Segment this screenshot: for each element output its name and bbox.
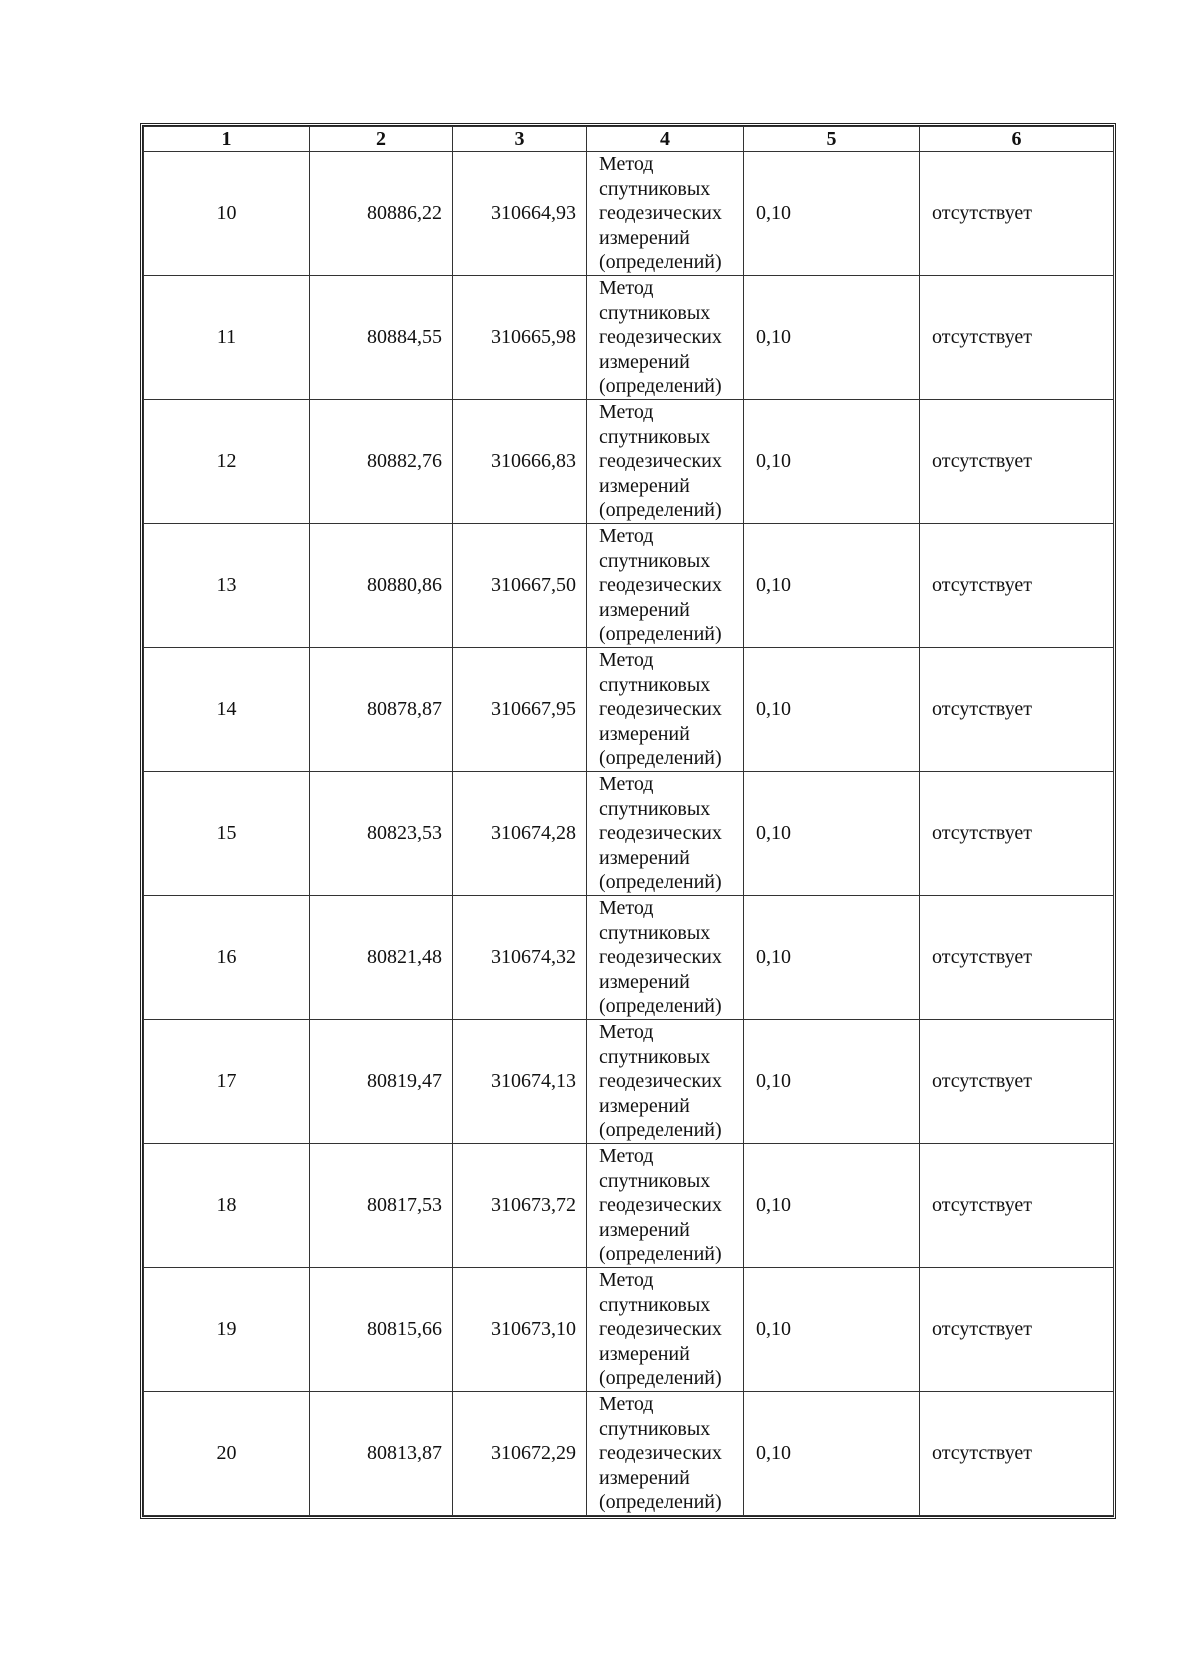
method-text-line: (определений) (599, 1119, 722, 1142)
table-row (144, 896, 1114, 1020)
coordinate-y-cell: 310667,50 (453, 524, 587, 648)
method-cell (587, 648, 744, 772)
method-text-line: (определений) (599, 251, 722, 274)
header-col-3: 3 (453, 127, 587, 152)
method-text-line: спутниковых (599, 1417, 711, 1440)
method-text-line: геодезических (599, 450, 722, 473)
header-col-4: 4 (587, 127, 744, 152)
description-cell: отсутствует (920, 648, 1114, 772)
coordinate-x-cell: 80882,76 (310, 400, 453, 524)
table-row (144, 1268, 1114, 1392)
coordinate-x-cell: 80823,53 (310, 772, 453, 896)
method-text-line: Метод (599, 649, 654, 672)
point-number-cell: 18 (144, 1144, 310, 1268)
method-text-line: Метод (599, 1021, 654, 1044)
method-cell (587, 400, 744, 524)
point-number-cell: 20 (144, 1392, 310, 1516)
description-cell: отсутствует (920, 524, 1114, 648)
method-text-line: (определений) (599, 1491, 722, 1514)
method-text-line: измерений (599, 1094, 690, 1117)
accuracy-cell: 0,10 (744, 772, 920, 896)
description-cell: отсутствует (920, 1020, 1114, 1144)
description-cell: отсутствует (920, 1144, 1114, 1268)
coordinate-y-cell: 310673,10 (453, 1268, 587, 1392)
accuracy-cell: 0,10 (744, 1020, 920, 1144)
method-text-line: геодезических (599, 1194, 722, 1217)
method-text-line: спутниковых (599, 1293, 711, 1316)
coordinate-x-cell: 80880,86 (310, 524, 453, 648)
coordinate-y-cell: 310666,83 (453, 400, 587, 524)
point-number-cell: 15 (144, 772, 310, 896)
coordinate-x-cell: 80886,22 (310, 152, 453, 276)
method-text-line: спутниковых (599, 301, 711, 324)
method-text-line: геодезических (599, 1442, 722, 1465)
table-row (144, 524, 1114, 648)
point-number-cell: 14 (144, 648, 310, 772)
coordinate-y-cell: 310665,98 (453, 276, 587, 400)
description-cell: отсутствует (920, 772, 1114, 896)
method-text-line: геодезических (599, 202, 722, 225)
method-cell (587, 896, 744, 1020)
table-row (144, 276, 1114, 400)
method-text-line: (определений) (599, 1367, 722, 1390)
method-text-line: Метод (599, 1145, 654, 1168)
method-text-line: спутниковых (599, 1045, 711, 1068)
method-text-line: (определений) (599, 871, 722, 894)
method-text-line: (определений) (599, 995, 722, 1018)
coordinates-table-frame (140, 123, 1116, 1519)
table-row (144, 1020, 1114, 1144)
method-cell (587, 1020, 744, 1144)
method-text-line: измерений (599, 1466, 690, 1489)
accuracy-cell: 0,10 (744, 152, 920, 276)
accuracy-cell: 0,10 (744, 896, 920, 1020)
method-text-line: (определений) (599, 375, 722, 398)
method-text-line: Метод (599, 401, 654, 424)
point-number-cell: 19 (144, 1268, 310, 1392)
method-cell (587, 1392, 744, 1516)
accuracy-cell: 0,10 (744, 400, 920, 524)
accuracy-cell: 0,10 (744, 1392, 920, 1516)
method-text-line: Метод (599, 773, 654, 796)
method-text-line: измерений (599, 1218, 690, 1241)
table-row (144, 1144, 1114, 1268)
table-row (144, 400, 1114, 524)
method-text-line: (определений) (599, 623, 722, 646)
coordinate-y-cell: 310674,13 (453, 1020, 587, 1144)
coordinate-y-cell: 310674,32 (453, 896, 587, 1020)
method-text-line: геодезических (599, 698, 722, 721)
header-col-1: 1 (144, 127, 310, 152)
method-text-line: спутниковых (599, 797, 711, 820)
coordinate-x-cell: 80821,48 (310, 896, 453, 1020)
table-row (144, 1392, 1114, 1516)
table-row (144, 772, 1114, 896)
method-text-line: измерений (599, 722, 690, 745)
method-text-line: геодезических (599, 326, 722, 349)
header-col-5: 5 (744, 127, 920, 152)
method-text-line: Метод (599, 277, 654, 300)
method-text-line: спутниковых (599, 1169, 711, 1192)
method-text-line: измерений (599, 970, 690, 993)
method-text-line: измерений (599, 474, 690, 497)
method-cell (587, 152, 744, 276)
coordinate-y-cell: 310673,72 (453, 1144, 587, 1268)
coordinate-y-cell: 310674,28 (453, 772, 587, 896)
coordinate-x-cell: 80813,87 (310, 1392, 453, 1516)
coordinate-x-cell: 80815,66 (310, 1268, 453, 1392)
coordinate-y-cell: 310667,95 (453, 648, 587, 772)
method-text-line: геодезических (599, 822, 722, 845)
description-cell: отсутствует (920, 896, 1114, 1020)
method-text-line: измерений (599, 846, 690, 869)
method-cell (587, 772, 744, 896)
description-cell: отсутствует (920, 1392, 1114, 1516)
method-cell (587, 524, 744, 648)
table-row (144, 152, 1114, 276)
method-text-line: геодезических (599, 1318, 722, 1341)
method-text-line: спутниковых (599, 177, 711, 200)
coordinate-y-cell: 310664,93 (453, 152, 587, 276)
method-text-line: геодезических (599, 1070, 722, 1093)
point-number-cell: 11 (144, 276, 310, 400)
description-cell: отсутствует (920, 1268, 1114, 1392)
description-cell: отсутствует (920, 152, 1114, 276)
table-row (144, 648, 1114, 772)
accuracy-cell: 0,10 (744, 524, 920, 648)
description-cell: отсутствует (920, 276, 1114, 400)
method-text-line: измерений (599, 1342, 690, 1365)
accuracy-cell: 0,10 (744, 1268, 920, 1392)
method-text-line: измерений (599, 350, 690, 373)
method-text-line: Метод (599, 1269, 654, 1292)
point-number-cell: 10 (144, 152, 310, 276)
coordinates-table (143, 126, 1114, 1516)
header-row (144, 127, 1114, 152)
header-col-2: 2 (310, 127, 453, 152)
coordinate-x-cell: 80878,87 (310, 648, 453, 772)
method-text-line: геодезических (599, 946, 722, 969)
accuracy-cell: 0,10 (744, 648, 920, 772)
method-text-line: измерений (599, 226, 690, 249)
accuracy-cell: 0,10 (744, 1144, 920, 1268)
method-text-line: (определений) (599, 1243, 722, 1266)
coordinate-x-cell: 80817,53 (310, 1144, 453, 1268)
method-cell (587, 1268, 744, 1392)
method-text-line: спутниковых (599, 921, 711, 944)
coordinate-y-cell: 310672,29 (453, 1392, 587, 1516)
method-text-line: Метод (599, 897, 654, 920)
method-text-line: Метод (599, 1393, 654, 1416)
method-text-line: спутниковых (599, 549, 711, 572)
method-text-line: геодезических (599, 574, 722, 597)
point-number-cell: 16 (144, 896, 310, 1020)
accuracy-cell: 0,10 (744, 276, 920, 400)
description-cell: отсутствует (920, 400, 1114, 524)
method-text-line: измерений (599, 598, 690, 621)
coordinate-x-cell: 80819,47 (310, 1020, 453, 1144)
point-number-cell: 13 (144, 524, 310, 648)
point-number-cell: 12 (144, 400, 310, 524)
point-number-cell: 17 (144, 1020, 310, 1144)
method-text-line: Метод (599, 525, 654, 548)
coordinate-x-cell: 80884,55 (310, 276, 453, 400)
method-text-line: (определений) (599, 747, 722, 770)
method-text-line: спутниковых (599, 425, 711, 448)
method-text-line: (определений) (599, 499, 722, 522)
method-text-line: Метод (599, 153, 654, 176)
method-cell (587, 276, 744, 400)
method-text-line: спутниковых (599, 673, 711, 696)
header-col-6: 6 (920, 127, 1114, 152)
method-cell (587, 1144, 744, 1268)
